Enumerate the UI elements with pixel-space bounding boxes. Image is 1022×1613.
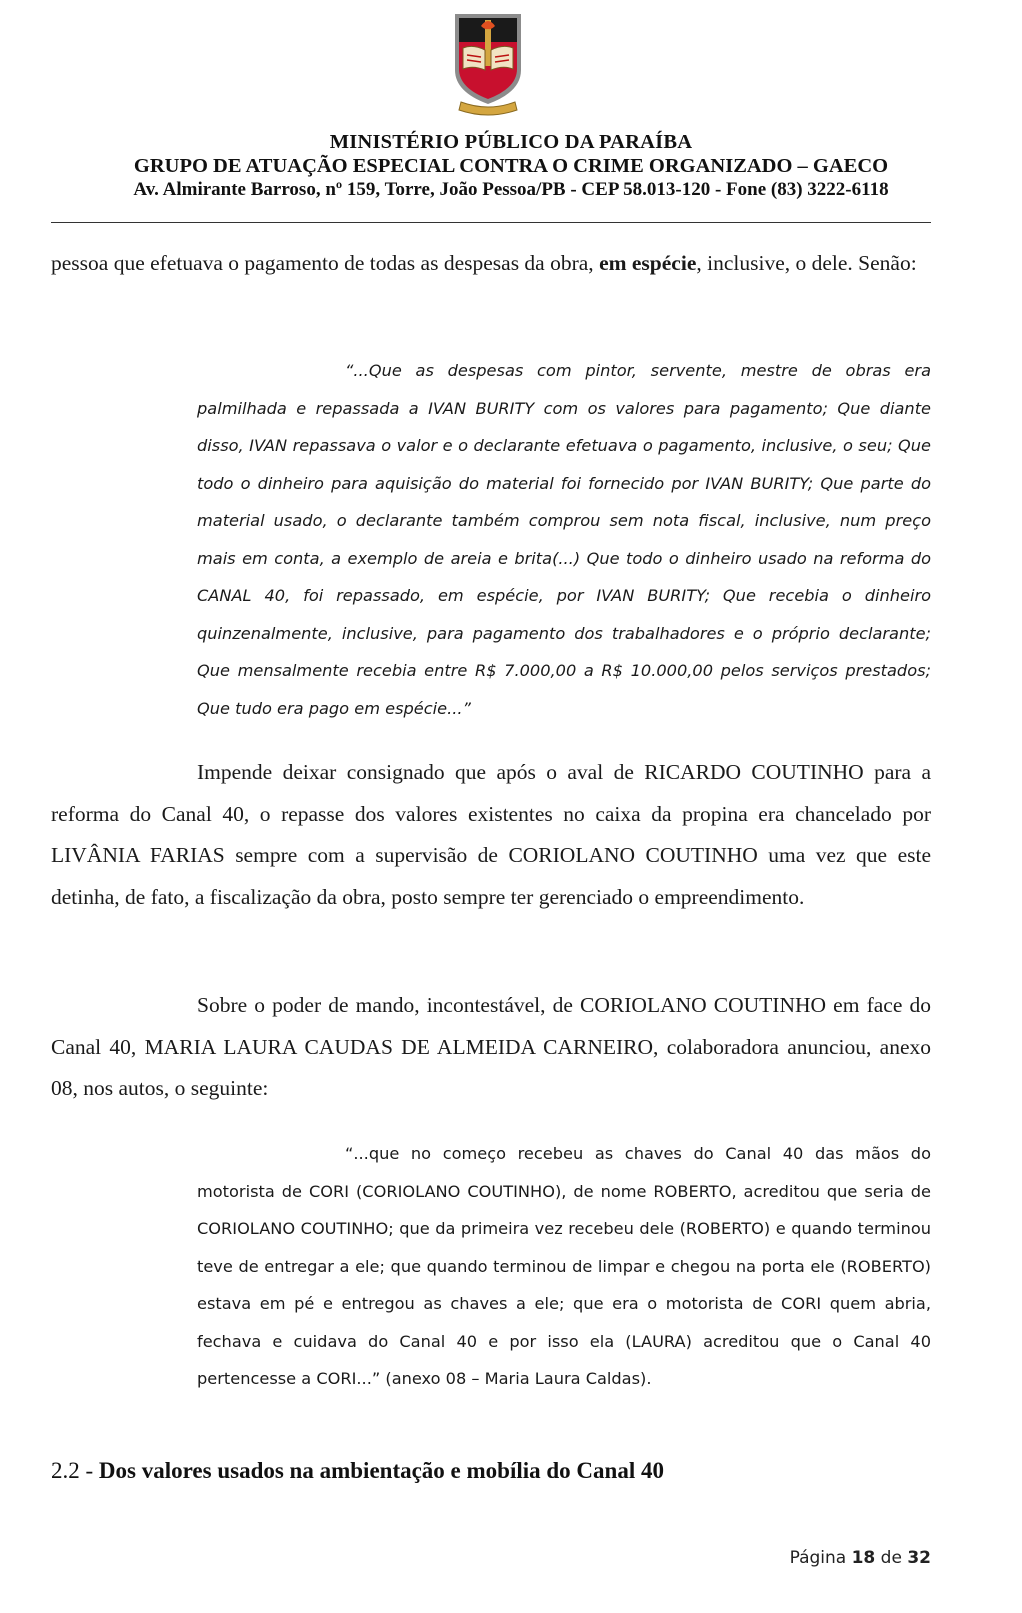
quote-text: “...Que as despesas com pintor, servente, mestre de obras era palmilhada e repassada a IVAN BURITY com os valores para pagamento; Que diante disso, IVAN repassava o valor e o declarante efetuava o pagamento, inclusive, o seu; Que todo o dinheiro para aquisição do material foi fornecido por IVAN BURITY; Que parte do material usado, o declarante também comprou sem nota fiscal, inclusive, num preço mais em conta, a exemplo de areia e brita(...) Que todo o dinheiro usado na reforma do CANAL 40, foi repassado, em espécie, por IVAN BURITY; Que recebia o dinheiro quinzenalmente, inclusive, para pagamento dos trabalhadores e o próprio declarante; Que mensalmente recebia entre R$ 7.000,00 a R$ 10.000,00 pelos serviços prestados; Que tudo era pago em espécie...” [197, 361, 931, 718]
paragraph-continuation [51, 243, 931, 285]
section-number: 2.2 - [51, 1458, 99, 1483]
quote-text: “...que no começo recebeu as chaves do Canal 40 das mãos do motorista de CORI (CORIOLANO COUTINHO), de nome ROBERTO, acreditou que seria de CORIOLANO COUTINHO; que da primeira vez recebeu dele (ROBERTO) e quando terminou teve de entregar a ele; que quando terminou de limpar e chegou na porta ele (ROBERTO) estava em pé e entregou as chaves a ele; que era o motorista de CORI quem abria, fechava e cuidava do Canal 40 e por isso ela (LAURA) acreditou que o Canal 40 pertencesse a CORI...” (anexo 08 – Maria Laura Caldas). [197, 1144, 931, 1388]
block-quote-testimony-1 [197, 352, 931, 727]
paragraph-text: Impende deixar consignado que após o aval de RICARDO COUTINHO para a reforma do Canal 40, o repasse dos valores existentes no caixa da propina era chancelado por LIVÂNIA FARIAS sempre com a supervisão de CORIOLANO COUTINHO uma vez que este detinha, de fato, a fiscalização da obra, posto sempre ter gerenciado o empreendimento. [51, 760, 931, 909]
header-group-name: GRUPO DE ATUAÇÃO ESPECIAL CONTRA O CRIME ORGANIZADO – GAECO [133, 155, 889, 177]
paragraph-poder-mando [51, 985, 931, 1110]
institution-crest-logo [451, 8, 525, 118]
emphasis-text: em espécie [599, 251, 697, 275]
paragraph-text: Sobre o poder de mando, incontestável, de CORIOLANO COUTINHO em face do Canal 40, MARIA LAURA CAUDAS DE ALMEIDA CARNEIRO, colaboradora anunciou, anexo 08, nos autos, o seguinte: [51, 993, 931, 1100]
page-label: Página [789, 1548, 852, 1568]
paragraph-text: pessoa que efetuava o pagamento de todas as despesas da obra, [51, 251, 600, 275]
section-heading [51, 1458, 664, 1484]
block-quote-testimony-2 [197, 1135, 931, 1398]
paragraph-repasse [51, 752, 931, 918]
header-address: Av. Almirante Barroso, nº 159, Torre, João Pessoa/PB - CEP 58.013-120 - Fone (83) 3222-6118 [133, 179, 889, 200]
header-divider [51, 222, 931, 223]
paragraph-text: , inclusive, o dele. Senão: [696, 251, 917, 275]
section-title: Dos valores usados na ambientação e mobília do Canal 40 [98, 1458, 664, 1483]
total-pages-number: 32 [907, 1548, 931, 1568]
page-number-footer [790, 1548, 931, 1568]
page-of-label: de [875, 1548, 908, 1568]
header-institution-name: MINISTÉRIO PÚBLICO DA PARAÍBA [329, 131, 693, 153]
current-page-number: 18 [851, 1548, 876, 1568]
